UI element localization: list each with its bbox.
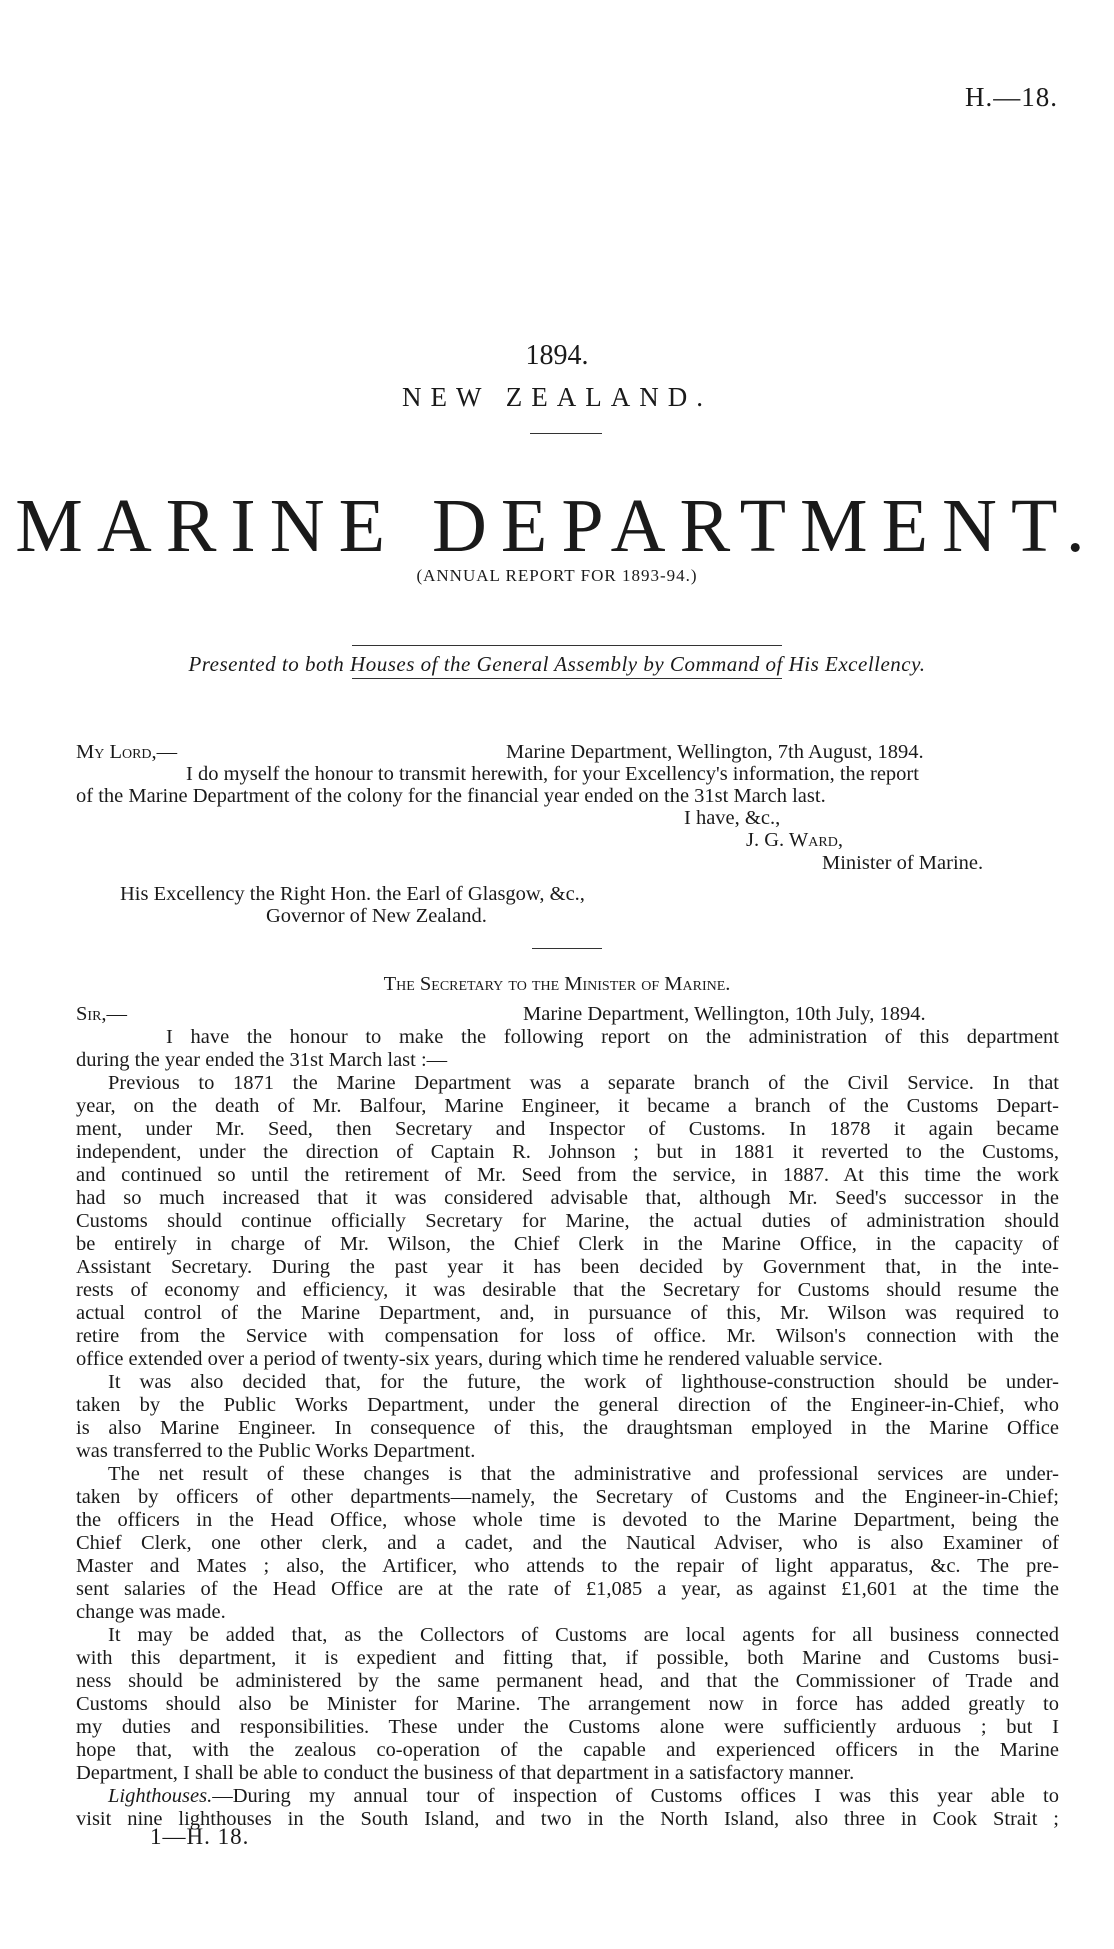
- paragraph-line: It was also decided that, for the future, the work of lighthouse-construction should be under-: [108, 1371, 1059, 1393]
- paragraph-line: retire from the Service with compensation for loss of office. Mr. Wilson's connection with the: [76, 1325, 1059, 1347]
- paragraph-line: I have the honour to make the following report on the administration of this department: [166, 1026, 1059, 1048]
- paragraph-line: Customs should also be Minister for Marine. The arrangement now in force has added greatly to: [76, 1693, 1059, 1715]
- paragraph-line: was transferred to the Public Works Department.: [76, 1440, 476, 1462]
- presented-line: Presented to both Houses of the General Assembly by Command of His Excellency.: [188, 652, 926, 676]
- letter2-heading: [0, 974, 1114, 995]
- letter-divider: [532, 948, 602, 949]
- paragraph-line: Department, I shall be able to conduct the business of that department in a satisfactory manner.: [76, 1762, 855, 1784]
- paragraph-line: with this department, it is expedient and fitting that, if possible, both Marine and Customs busi-: [76, 1647, 1059, 1669]
- paragraph-line: during the year ended the 31st March last :—: [76, 1049, 448, 1071]
- paragraph-line: is also Marine Engineer. In consequence of this, the draughtsman employed in the Marine Office: [76, 1417, 1059, 1439]
- letter2-salutation: Sir,—: [76, 1003, 128, 1025]
- paragraph-line: Master and Mates ; also, the Artificer, who attends to the repair of light apparatus, &c. The pre-: [76, 1555, 1059, 1577]
- paragraph-line: sent salaries of the Head Office are at the rate of £1,085 a year, as against £1,601 at the time the: [76, 1578, 1059, 1600]
- letter2-dateline: Marine Department, Wellington, 10th July, 1894.: [523, 1003, 926, 1025]
- paragraph-line: independent, under the direction of Captain R. Johnson ; but in 1881 it reverted to the Customs,: [76, 1141, 1059, 1163]
- paragraph-line: had so much increased that it was considered advisable that, although Mr. Seed's successor in the: [76, 1187, 1059, 1209]
- letter1-dateline: Marine Department, Wellington, 7th August, 1894.: [506, 741, 924, 763]
- paragraph-line: and continued so until the retirement of Mr. Seed from the service, in 1887. At this time the work: [76, 1164, 1059, 1186]
- paragraph-line: ness should be administered by the same permanent head, and that the Commissioner of Trade and: [76, 1670, 1059, 1692]
- paragraph-line: visit nine lighthouses in the South Island, and two in the North Island, also three in Cook Strait ;: [76, 1808, 1059, 1830]
- letter1-addressee: His Excellency the Right Hon. the Earl of Glasgow, &c.,: [120, 883, 585, 905]
- paragraph-line: hope that, with the zealous co-operation of the capable and experienced officers in the Marine: [76, 1739, 1059, 1761]
- paragraph-line: rests of economy and efficiency, it was desirable that the Secretary for Customs should resume the: [76, 1279, 1059, 1301]
- paragraph-line: [76, 1785, 1059, 1808]
- paragraph-line: change was made.: [76, 1601, 226, 1623]
- paragraph-line: taken by officers of other departments—namely, the Secretary of Customs and the Engineer-in-Chief;: [76, 1486, 1059, 1508]
- title-divider-short: [530, 433, 602, 434]
- paragraph-line: Chief Clerk, one other clerk, and a cadet, and the Nautical Adviser, who is also Examiner of: [76, 1532, 1059, 1554]
- letter1-salutation: My Lord,—: [76, 741, 178, 763]
- letter1-body-line: of the Marine Department of the colony for the financial year ended on the 31st March last.: [76, 785, 826, 807]
- paragraph-line: taken by the Public Works Department, under the general direction of the Engineer-in-Chief, who: [76, 1394, 1059, 1416]
- document-title: MARINE DEPARTMENT.: [15, 484, 1099, 568]
- section-lead-lighthouses: Lighthouses.: [108, 1785, 213, 1807]
- letter2-body: [76, 1026, 1059, 1831]
- paragraph-line: The net result of these changes is that the administrative and professional services are under-: [108, 1463, 1059, 1485]
- letter1-signature: J. G. Ward,: [746, 829, 843, 851]
- paragraph-line: year, on the death of Mr. Balfour, Marine Engineer, it became a branch of the Customs Depart-: [76, 1095, 1059, 1117]
- document-subtitle: (ANNUAL REPORT FOR 1893-94.): [416, 566, 698, 585]
- presented-rule-bottom: [352, 678, 782, 679]
- paragraph-line: the officers in the Head Office, whose whole time is devoted to the Marine Department, being the: [76, 1509, 1059, 1531]
- letter2-heading-text: The Secretary to the Minister of Marine.: [383, 973, 731, 995]
- page-identifier: H.—18.: [965, 82, 1058, 112]
- letter1-closing: I have, &c.,: [684, 807, 781, 829]
- paragraph-line: Customs should continue officially Secretary for Marine, the actual duties of administration should: [76, 1210, 1059, 1232]
- paragraph-line: office extended over a period of twenty-six years, during which time he rendered valuable service.: [76, 1348, 883, 1370]
- paragraph-line: actual control of the Marine Department, and, in pursuance of this, Mr. Wilson was required to: [76, 1302, 1059, 1324]
- paragraph-line: It may be added that, as the Collectors of Customs are local agents for all business connected: [108, 1624, 1059, 1646]
- paragraph-line: ment, under Mr. Seed, then Secretary and Inspector of Customs. In 1878 it again became: [76, 1118, 1059, 1140]
- presented-rule-top: [352, 645, 782, 646]
- letter1-signature-title: Minister of Marine.: [822, 852, 984, 874]
- paragraph-line-text: —During my annual tour of inspection of Customs offices I was this year able to: [212, 1785, 1059, 1807]
- paragraph-line: Assistant Secretary. During the past year it has been decided by Government that, in the inte-: [76, 1256, 1059, 1278]
- paragraph-line: Previous to 1871 the Marine Department was a separate branch of the Civil Service. In that: [108, 1072, 1059, 1094]
- paragraph-line: be entirely in charge of Mr. Wilson, the Chief Clerk in the Marine Office, in the capacity of: [76, 1233, 1059, 1255]
- country-heading: NEW ZEALAND.: [402, 382, 712, 412]
- letter1-body-line: I do myself the honour to transmit herewith, for your Excellency's information, the report: [186, 763, 919, 785]
- signature-mark: 1—H. 18.: [150, 1824, 250, 1849]
- letter1-addressee: Governor of New Zealand.: [266, 905, 487, 927]
- report-year: 1894.: [525, 340, 589, 371]
- paragraph-line: my duties and responsibilities. These under the Customs alone were sufficiently arduous ; but I: [76, 1716, 1059, 1738]
